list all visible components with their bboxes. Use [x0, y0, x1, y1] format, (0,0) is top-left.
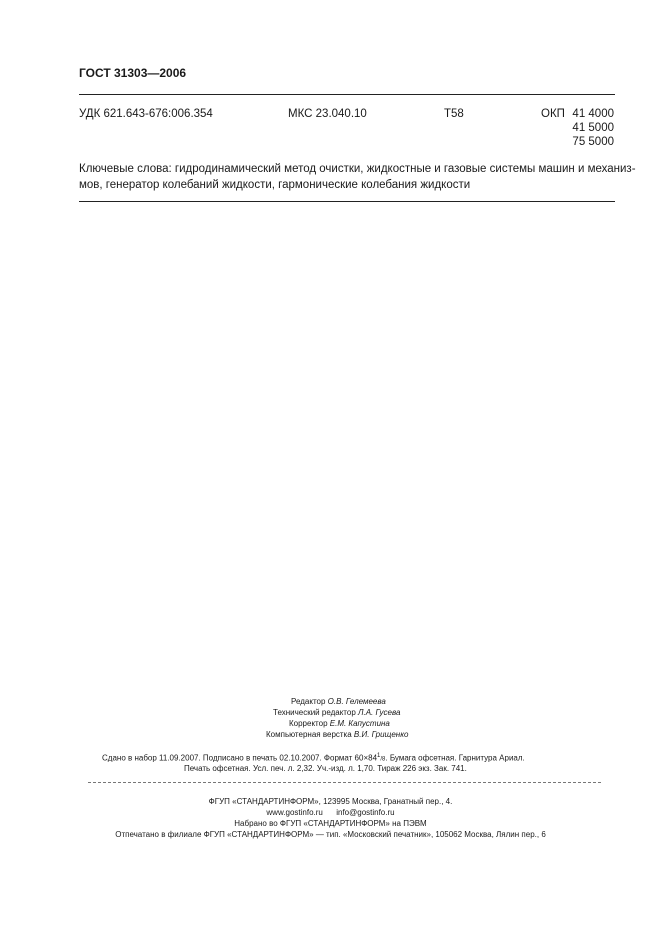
- keywords-block: [79, 161, 636, 193]
- okp-label: ОКП: [541, 108, 565, 120]
- t-code: Т58: [444, 108, 464, 120]
- publisher-email: info@gostinfo.ru: [336, 808, 395, 817]
- credit-editor: Редактор О.В. Гелемеева: [291, 697, 386, 706]
- keywords-line-1: Ключевые слова: гидродинамический метод очистки, жидкостные и газовые системы машин и механиз-: [79, 163, 636, 175]
- credit-layout: Компьютерная верстка В.И. Грищенко: [266, 730, 409, 739]
- document-title: ГОСТ 31303—2006: [79, 66, 187, 80]
- top-rule: [79, 94, 615, 95]
- keywords-rule: [79, 201, 615, 202]
- mks-code: МКС 23.040.10: [288, 108, 367, 120]
- imprint-line-1: Сдано в набор 11.09.2007. Подписано в печать 02.10.2007. Формат $60\times 84^1/8$. Бумага офсетная. Гарнитура Ариал.: [102, 753, 525, 763]
- okp-code-1: 41 4000: [572, 108, 614, 120]
- credit-tech-editor: Технический редактор Л.А. Гусева: [273, 708, 401, 717]
- publisher-address: ФГУП «СТАНДАРТИНФОРМ», 123995 Москва, Гранатный пер., 4.: [208, 797, 453, 806]
- udk-code: УДК 621.643-676:006.354: [79, 108, 213, 120]
- keywords-line-2: мов, генератор колебаний жидкости, гармонические колебания жидкости: [79, 179, 471, 191]
- okp-code-3: 75 5000: [572, 136, 614, 148]
- okp-code-2: 41 5000: [572, 122, 614, 134]
- printed-note: Отпечатано в филиале ФГУП «СТАНДАРТИНФОРМ» — тип. «Московский печатник», 105062 Москва, Лялин пер., 6: [115, 830, 546, 839]
- typeset-note: Набрано во ФГУП «СТАНДАРТИНФОРМ» на ПЭВМ: [234, 819, 427, 828]
- imprint-line-2: Печать офсетная. Усл. печ. л. 2,32. Уч.-изд. л. 1,70. Тираж 226 экз. Зак. 741.: [184, 764, 467, 773]
- publisher-contacts: [0, 808, 661, 817]
- publisher-website: www.gostinfo.ru: [266, 808, 323, 817]
- credit-corrector: Корректор Е.М. Капустина: [289, 719, 390, 728]
- imprint-divider: [88, 782, 601, 783]
